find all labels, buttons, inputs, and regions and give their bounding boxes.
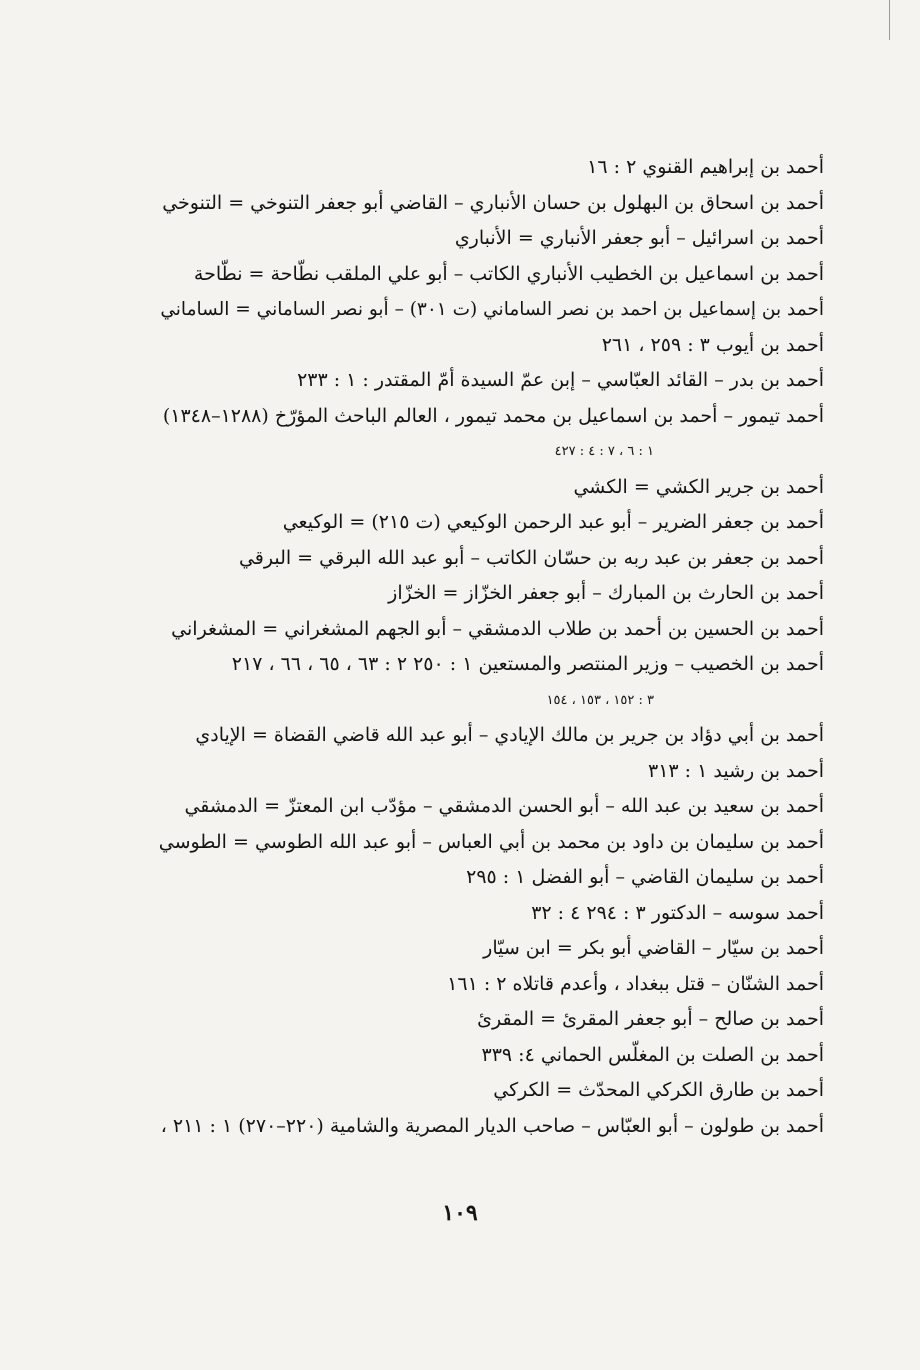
index-entry: أحمد بن أبي دؤاد بن جرير بن مالك الإيادي – أبو عبد الله قاضي القضاة = الإيادي [195, 724, 824, 746]
index-entry: أحمد بن إسماعيل بن احمد بن نصر الساماني (ت ٣٠١) – أبو نصر الساماني = الساماني [160, 299, 824, 320]
index-entry: أحمد بن إبراهيم القنوي ٢ : ١٦ [587, 156, 824, 178]
scan-edge-mark [889, 0, 890, 40]
index-entry-continuation: ٣ : ١٥٢ ، ١٥٣ ، ١٥٤ [546, 692, 654, 708]
index-entry: أحمد بن الخصيب – وزير المنتصر والمستعين ١ : ٢٥٠ ٢ : ٦٣ ، ٦٥ ، ٦٦ ، ٢١٧ [231, 653, 824, 675]
index-entry: أحمد الشنّان – قتل ببغداد ، وأعدم قاتلاه ٢ : ١٦١ [447, 972, 824, 995]
index-entry: أحمد بن الحارث بن المبارك – أبو جعفر الخزّاز = الخزّاز [388, 582, 824, 604]
index-entry: أحمد بن جرير الكشي = الكشي [573, 475, 824, 498]
index-entry: أحمد بن رشيد ١ : ٣١٣ [648, 759, 824, 782]
index-entry: أحمد بن بدر – القائد العبّاسي – إبن عمّ السيدة أمّ المقتدر : ١ : ٢٣٣ [297, 369, 824, 391]
index-entry: أحمد بن جعفر بن عبد ربه بن حسّان الكاتب – أبو عبد الله البرقي = البرقي [238, 546, 824, 569]
index-entry: أحمد بن أيوب ٣ : ٢٥٩ ، ٢٦١ [601, 333, 824, 356]
index-entry: أحمد بن طولون – أبو العبّاس – صاحب الديار المصرية والشامية (٢٢٠–٢٧٠) ١ : ٢١١ ، [160, 1114, 824, 1137]
index-entry: أحمد بن سعيد بن عبد الله – أبو الحسن الدمشقي – مؤدّب ابن المعتزّ = الدمشقي [184, 795, 824, 817]
index-entry: أحمد تيمور – أحمد بن اسماعيل بن محمد تيمور ، العالم الباحث المؤرّخ (١٢٨٨–١٣٤٨) [162, 404, 824, 427]
index-entries [144, 150, 824, 1144]
index-entry: أحمد بن اسرائيل – أبو جعفر الأنباري = الأنباري [454, 227, 824, 249]
index-entry: أحمد بن صالح – أبو جعفر المقرئ = المقرئ [477, 1008, 824, 1030]
index-entry: أحمد بن طارق الكركي المحدّث = الكركي [493, 1079, 824, 1101]
index-entry: أحمد بن سليمان بن داود بن محمد بن أبي العباس – أبو عبد الله الطوسي = الطوسي [158, 830, 824, 853]
index-entry: أحمد بن سليمان القاضي – أبو الفضل ١ : ٢٩٥ [466, 866, 824, 888]
page-number: ١٠٩ [442, 1200, 478, 1226]
index-entry: أحمد بن سيّار – القاضي أبو بكر = ابن سيّار [483, 937, 824, 959]
index-entry-continuation: ١ : ٦ ، ٧ : ٤ : ٤٢٧ [554, 444, 654, 459]
index-entry: أحمد بن الحسين بن أحمد بن طلاب الدمشقي – أبو الجهم المشغراني = المشغراني [171, 617, 824, 640]
index-entry: أحمد بن اسحاق بن البهلول بن حسان الأنباري – القاضي أبو جعفر التنوخي = التنوخي [162, 191, 824, 214]
index-entry: أحمد بن اسماعيل بن الخطيب الأنباري الكاتب – أبو علي الملقب نطّاحة = نطّاحة [193, 262, 824, 285]
index-entry: أحمد بن الصلت بن المغلّس الحماني ٤: ٣٣٩ [481, 1043, 824, 1066]
index-entry: أحمد سوسه – الدكتور ٣ : ٢٩٤ ٤ : ٣٢ [531, 901, 824, 924]
index-entry: أحمد بن جعفر الضرير – أبو عبد الرحمن الوكيعي (ت ٢١٥) = الوكيعي [282, 511, 824, 533]
